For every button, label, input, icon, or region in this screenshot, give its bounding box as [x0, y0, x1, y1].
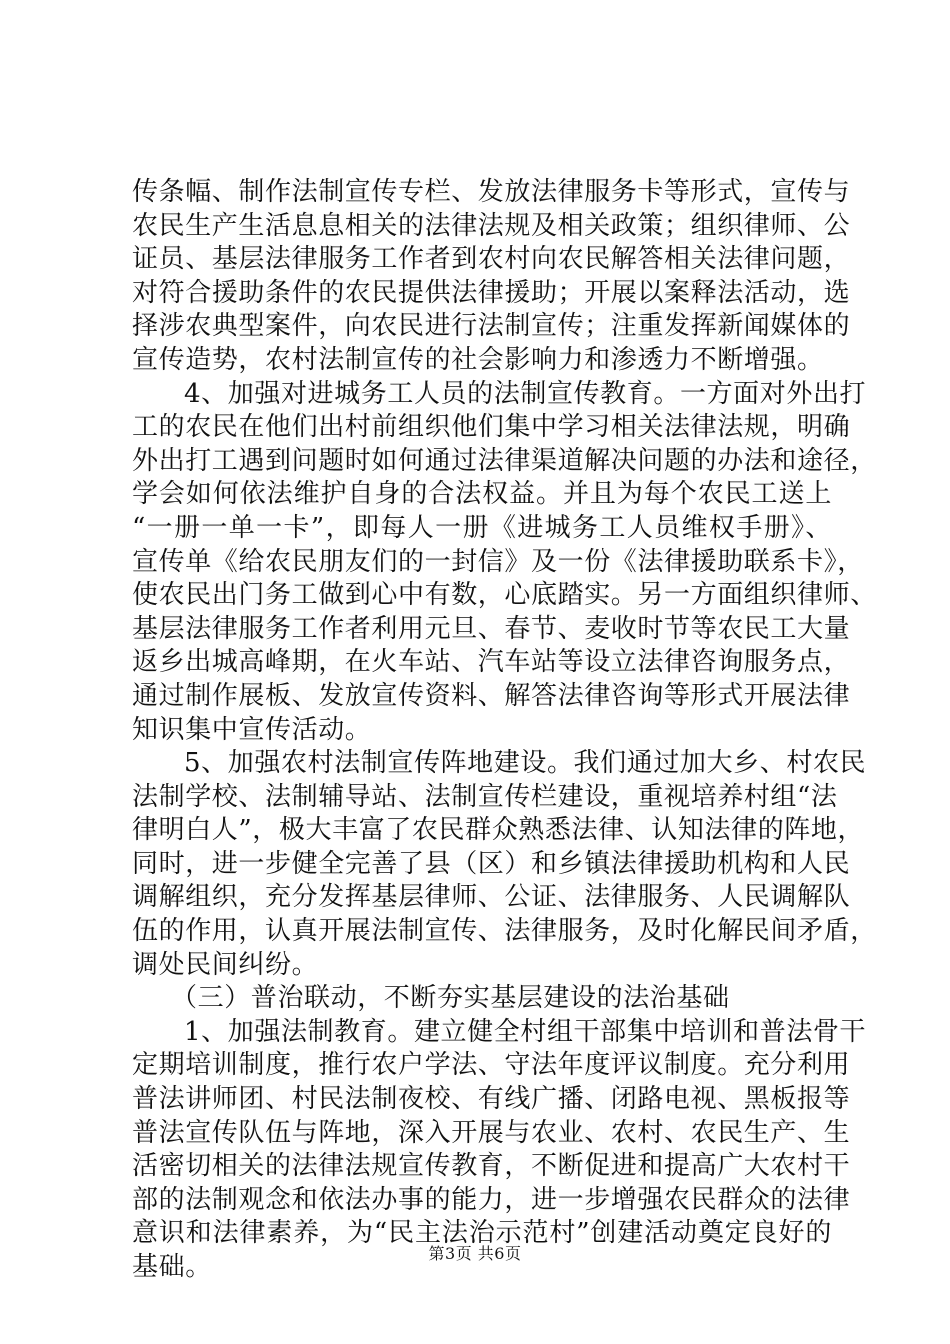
text-line: 知识集中宣传活动。 [132, 714, 372, 745]
text-line: 伍的作用，认真开展法制宣传、法律服务，及时化解民间矛盾， [132, 916, 877, 947]
text-line: 普法讲师团、村民法制夜校、有线广播、闭路电视、黑板报等 [132, 1084, 851, 1115]
page-number: 第3页 共6页 [428, 1244, 522, 1263]
text-line: 定期培训制度，推行农户学法、守法年度评议制度。充分利用 [132, 1050, 851, 1081]
document-body [132, 176, 877, 1285]
text-line: 基础。 [132, 1252, 212, 1282]
text-line: 工的农民在他们出村前组织他们集中学习相关法律法规，明确 [132, 412, 851, 443]
paragraph-start-line: 4、加强对进城务工人员的法制宣传教育。一方面对外出打 [184, 378, 867, 409]
text-line: 外出打工遇到问题时如何通过法律渠道解决问题的办法和途径， [132, 445, 877, 476]
paragraph-start-line: 5、加强农村法制宣传阵地建设。我们通过加大乡、村农民 [184, 748, 867, 779]
text-line: 调解组织，充分发挥基层律师、公证、法律服务、人民调解队 [132, 882, 851, 913]
text-line: 律明白人”，极大丰富了农民群众熟悉法律、认知法律的阵地， [132, 815, 865, 846]
text-line: 宣传单《给农民朋友们的一封信》及一份《法律援助联系卡》， [132, 546, 864, 577]
text-line: 学会如何依法维护自身的合法权益。并且为每个农民工送上 [132, 479, 832, 510]
text-line: 宣传造势，农村法制宣传的社会影响力和渗透力不断增强。 [132, 344, 824, 375]
text-line: 普法宣传队伍与阵地，深入开展与农业、农村、农民生产、生 [132, 1117, 851, 1148]
text-line: 法制学校、法制辅导站、法制宣传栏建设，重视培养村组“法 [132, 781, 838, 812]
text-line: 部的法制观念和依法办事的能力，进一步增强农民群众的法律 [132, 1184, 851, 1215]
text-line: 通过制作展板、发放宣传资料、解答法律咨询等形式开展法律 [132, 680, 851, 711]
text-line: 传条幅、制作法制宣传专栏、发放法律服务卡等形式，宣传与 [132, 177, 851, 207]
text-line: 活密切相关的法律法规宣传教育，不断促进和提高广大农村干 [132, 1151, 851, 1182]
text-line: 使农民出门务工做到心中有数，心底踏实。另一方面组织律师、 [132, 580, 877, 611]
text-line: “一册一单一卡”，即每人一册《进城务工人员维权手册》、 [132, 512, 832, 543]
section-heading: （三）普治联动，不断夯实基层建设的法治基础 [171, 983, 730, 1014]
text-line: 证员、基层法律服务工作者到农村向农民解答相关法律问题， [132, 244, 851, 275]
text-line: 同时，进一步健全完善了县（区）和乡镇法律援助机构和人民 [132, 848, 851, 879]
text-line: 对符合援助条件的农民提供法律援助；开展以案释法活动，选 [132, 277, 851, 308]
text-line: 意识和法律素养，为“民主法治示范村”创建活动奠定良好的 [132, 1218, 832, 1249]
text-line: 返乡出城高峰期，在火车站、汽车站等设立法律咨询服务点， [132, 647, 851, 678]
text-line: 基层法律服务工作者利用元旦、春节、麦收时节等农民工大量 [132, 613, 851, 644]
paragraph-start-line: 1、加强法制教育。建立健全村组干部集中培训和普法骨干 [184, 1016, 867, 1047]
text-line: 调处民间纠纷。 [132, 949, 319, 980]
text-line: 农民生产生活息息相关的法律法规及相关政策；组织律师、公 [132, 210, 851, 241]
page-footer [0, 1244, 950, 1264]
text-line: 择涉农典型案件，向农民进行法制宣传；注重发挥新闻媒体的 [132, 311, 851, 342]
